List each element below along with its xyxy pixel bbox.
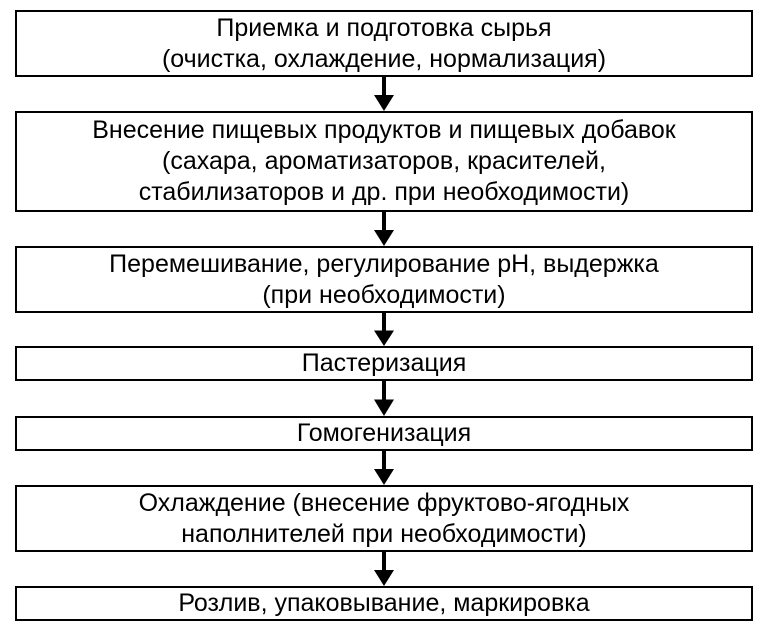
step-5-text <box>297 418 471 449</box>
step-6-box <box>15 485 753 552</box>
step-1-line-1: Приемка и подготовка сырья <box>216 13 552 42</box>
step-6-text <box>139 488 630 550</box>
arrow-down-icon <box>373 451 395 485</box>
arrow-down-icon <box>373 313 395 346</box>
step-2-line-3: стабилизаторов и др. при необходимости) <box>138 178 630 206</box>
step-5-line-1: Гомогенизация <box>296 419 472 447</box>
arrow-down-icon <box>373 552 395 586</box>
arrow-down-icon <box>373 212 395 246</box>
step-2-text <box>92 115 675 208</box>
step-1-line-2: (очистка, охлаждение, нормализация) <box>161 44 607 73</box>
step-3-line-1: Перемешивание, регулирование рН, выдержка <box>109 249 659 278</box>
step-4-box <box>15 346 753 381</box>
step-2-box <box>15 111 753 212</box>
step-6-line-1: Охлаждение (внесение фруктово-ягодных <box>138 488 630 517</box>
step-4-line-1: Пастеризация <box>301 349 467 377</box>
arrow-down-icon <box>373 381 395 416</box>
step-2-line-1: Внесение пищевых продуктов и пищевых добавок <box>92 116 676 144</box>
step-7-box <box>15 586 753 621</box>
step-3-text <box>109 249 659 311</box>
step-5-box <box>15 416 753 451</box>
step-3-box <box>15 246 753 313</box>
step-6-line-2: наполнителей при необходимости) <box>181 519 587 548</box>
arrow-down-icon <box>373 77 395 111</box>
step-2-line-2: (сахара, ароматизаторов, красителей, <box>162 147 606 175</box>
step-7-line-1: Розлив, упаковывание, маркировка <box>178 589 590 617</box>
step-4-text <box>302 348 467 379</box>
step-1-text <box>162 13 606 75</box>
step-3-line-2: (при необходимости) <box>262 280 506 309</box>
step-7-text <box>178 588 589 619</box>
step-1-box <box>15 10 753 77</box>
